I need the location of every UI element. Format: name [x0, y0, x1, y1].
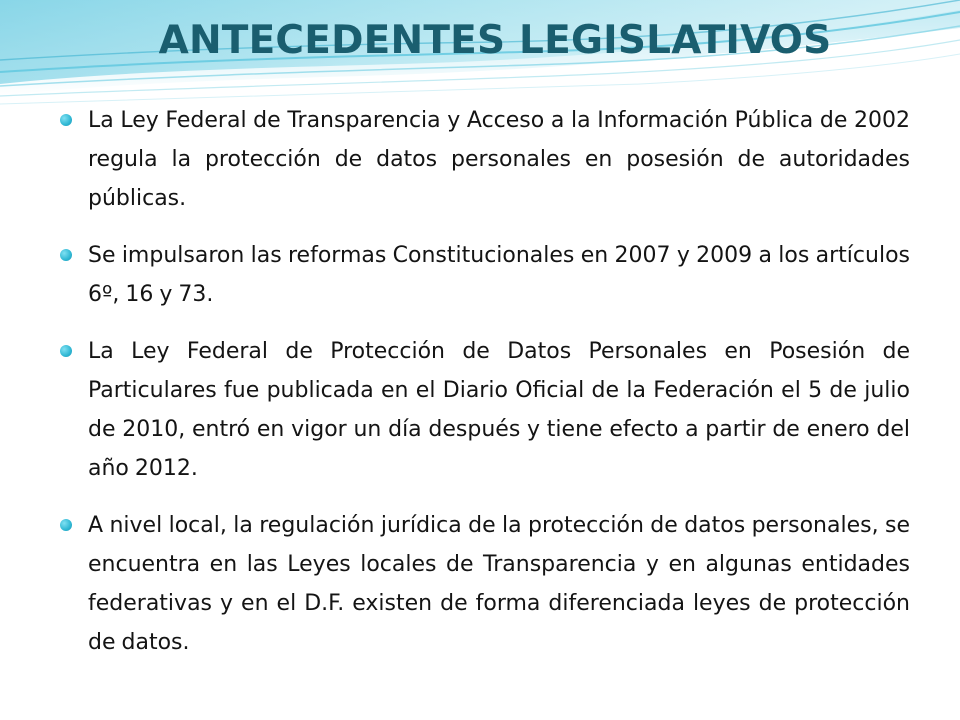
- bullet-list: [60, 101, 910, 680]
- list-item: [60, 101, 910, 218]
- list-item: [60, 332, 910, 488]
- list-item: [60, 506, 910, 662]
- slide-title: ANTECEDENTES LEGISLATIVOS: [158, 18, 832, 63]
- bullet-icon: [60, 114, 72, 126]
- bullet-icon: [60, 519, 72, 531]
- bullet-text: La Ley Federal de Protección de Datos Personales en Posesión de Particulares fue publicada en el Diario Oficial de la Federación el 5 de julio de 2010, entró en vigor un día después y tiene efecto a partir de enero del año 2012.: [88, 339, 910, 481]
- bullet-text: La Ley Federal de Transparencia y Acceso a la Información Pública de 2002 regula la protección de datos personales en posesión de autoridades públicas.: [88, 108, 910, 211]
- bullet-icon: [60, 249, 72, 261]
- bullet-icon: [60, 345, 72, 357]
- bullet-text: A nivel local, la regulación jurídica de la protección de datos personales, se encuentra en las Leyes locales de Transparencia y en algunas entidades federativas y en el D.F. existen de forma diferenciada leyes de protección de datos.: [88, 513, 910, 655]
- bullet-text: Se impulsaron las reformas Constitucionales en 2007 y 2009 a los artículos 6º, 16 y 73.: [88, 243, 910, 307]
- list-item: [60, 236, 910, 314]
